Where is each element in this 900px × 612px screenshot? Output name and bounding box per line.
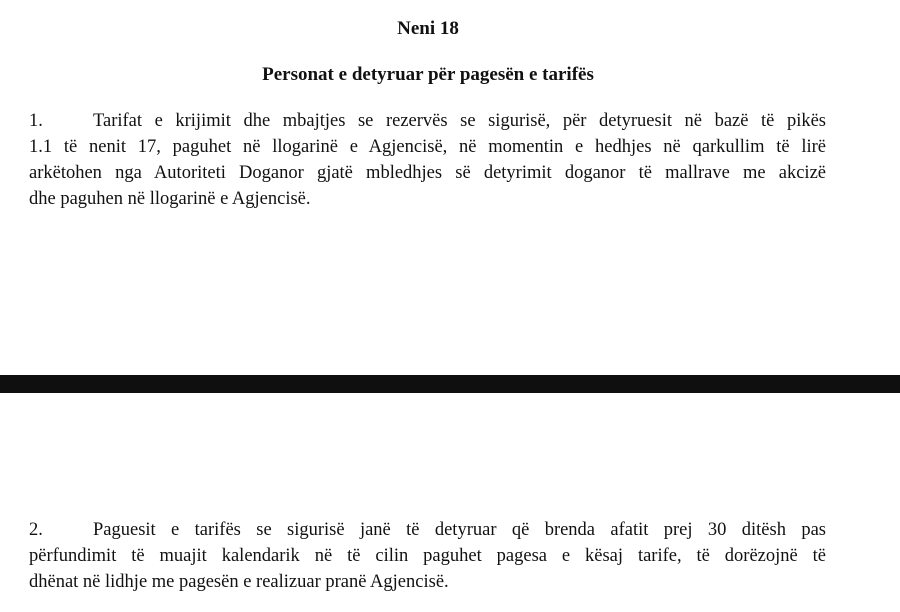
paragraph-1 [29,108,826,212]
article-title: Neni 18 [397,18,459,39]
paragraph-2 [29,517,826,595]
paragraph-2-line-2: përfundimit të muajit kalendarik në të cilin paguhet pagesa e kësaj tarife, të dorëzojnë të [29,546,826,566]
paragraph-1-line-4: dhe paguhen në llogarinë e Agjencisë. [29,189,311,209]
paragraph-1-line-1-text: Tarifat e krijimit dhe mbajtjes se rezervës se sigurisë, për detyruesit në bazë të pikës [93,111,826,131]
article-subtitle: Personat e detyruar për pagesën e tarifës [262,64,594,85]
paragraph-2-number: 2. [29,520,43,540]
page-break-divider [0,375,900,393]
paragraph-1-line-2: 1.1 të nenit 17, paguhet në llogarinë e Agjencisë, në momentin e hedhjes në qarkullim të lirë [29,137,826,157]
document-page-bottom [0,393,900,612]
paragraph-2-line-1-text: Paguesit e tarifës se sigurisë janë të detyruar që brenda afatit prej 30 ditësh pas [93,520,826,540]
paragraph-1-number: 1. [29,111,43,131]
paragraph-2-line-1 [29,517,826,543]
paragraph-1-line-1 [29,108,826,134]
paragraph-1-line-3: arkëtohen nga Autoriteti Doganor gjatë mbledhjes së detyrimit doganor të mallrave me akcizë [29,163,826,183]
paragraph-2-line-3: dhënat në lidhje me pagesën e realizuar pranë Agjencisë. [29,572,449,592]
